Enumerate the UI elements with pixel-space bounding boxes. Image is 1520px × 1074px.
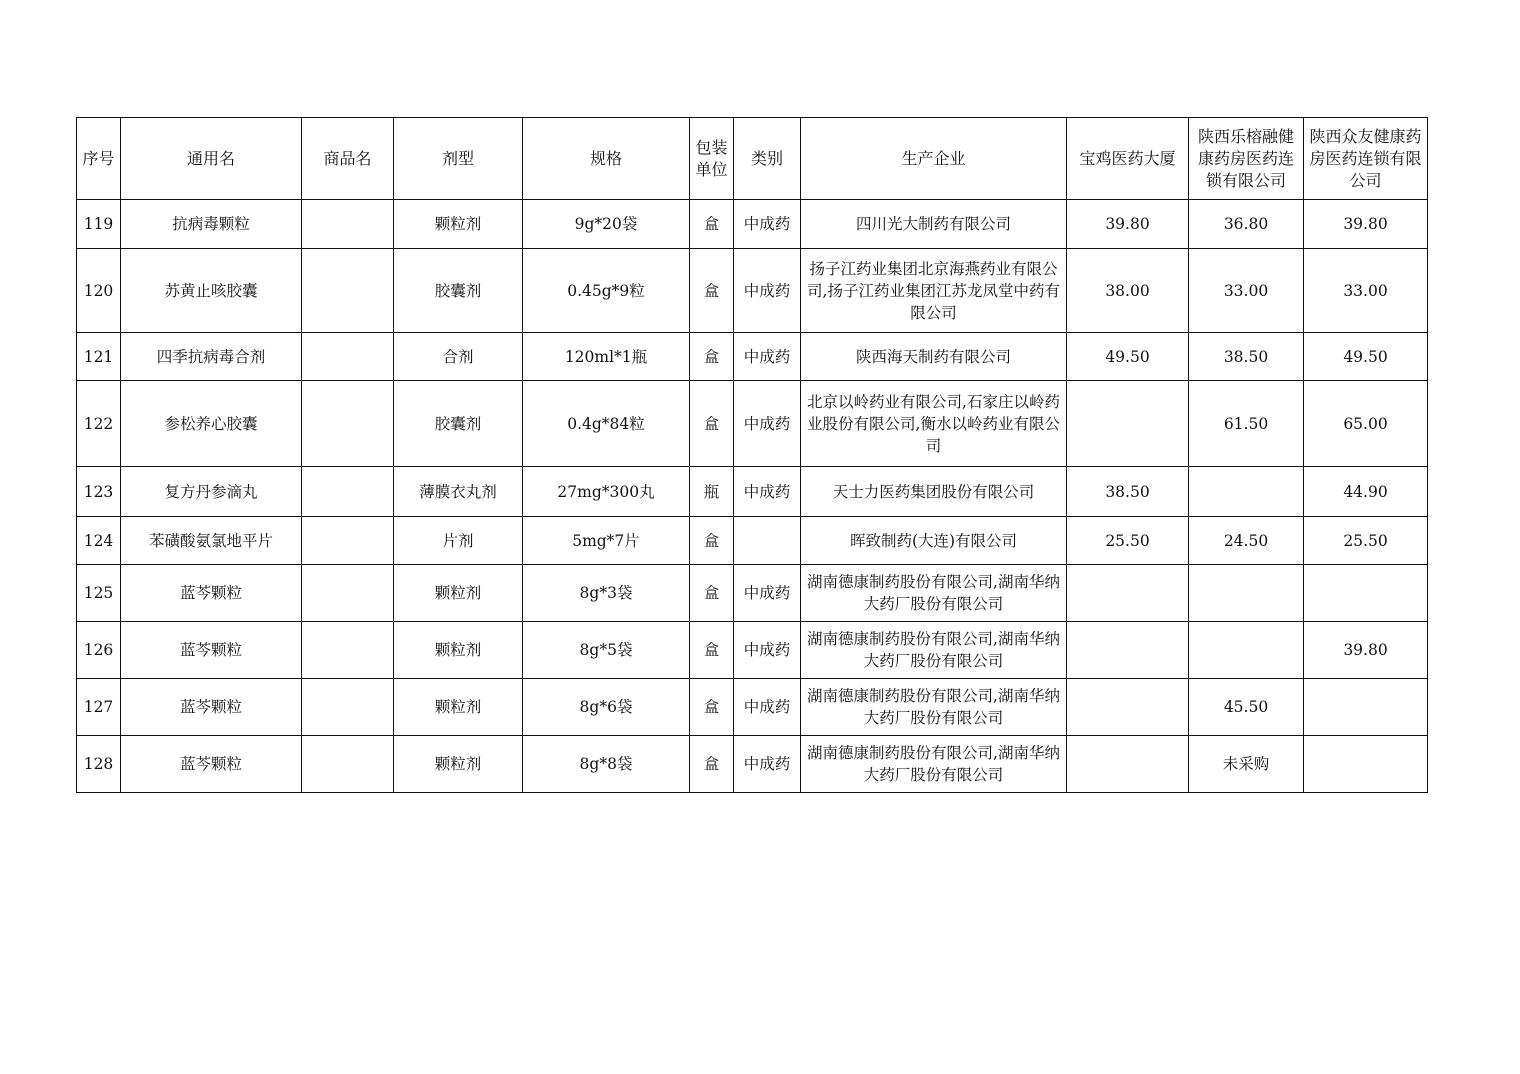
cell-dosage-form: 薄膜衣丸剂 [394, 467, 523, 517]
cell-category: 中成药 [734, 200, 801, 249]
header-pack-unit-label: 包装单位 [695, 137, 728, 179]
cell-spec: 0.4g*84粒 [523, 381, 690, 467]
cell-price-zhongyou [1304, 679, 1428, 736]
cell-generic-name: 抗病毒颗粒 [121, 200, 302, 249]
cell-manufacturer: 湖南德康制药股份有限公司,湖南华纳大药厂股份有限公司 [801, 622, 1067, 679]
cell-price-zhongyou [1304, 736, 1428, 793]
cell-pack-unit: 盒 [690, 565, 734, 622]
cell-manufacturer: 晖致制药(大连)有限公司 [801, 517, 1067, 565]
cell-brand-name [302, 517, 394, 565]
cell-price-zhongyou: 33.00 [1304, 249, 1428, 333]
cell-seq: 121 [77, 333, 121, 381]
cell-dosage-form: 合剂 [394, 333, 523, 381]
cell-price-lerongrong [1189, 467, 1304, 517]
header-store-lerongrong-label: 陕西乐榕融健康药房医药连锁有限公司 [1197, 126, 1294, 190]
cell-seq: 127 [77, 679, 121, 736]
header-category: 类别 [734, 118, 801, 200]
cell-dosage-form: 胶囊剂 [394, 249, 523, 333]
cell-price-lerongrong: 未采购 [1189, 736, 1304, 793]
cell-brand-name [302, 249, 394, 333]
header-row [77, 118, 1428, 200]
cell-price-lerongrong: 36.80 [1189, 200, 1304, 249]
cell-price-baoji: 38.00 [1067, 249, 1189, 333]
cell-brand-name [302, 200, 394, 249]
price-comparison-table [76, 117, 1428, 793]
cell-manufacturer: 北京以岭药业有限公司,石家庄以岭药业股份有限公司,衡水以岭药业有限公司 [801, 381, 1067, 467]
cell-category: 中成药 [734, 679, 801, 736]
cell-pack-unit: 盒 [690, 622, 734, 679]
cell-spec: 8g*5袋 [523, 622, 690, 679]
cell-generic-name: 蓝芩颗粒 [121, 622, 302, 679]
cell-generic-name: 苏黄止咳胶囊 [121, 249, 302, 333]
cell-brand-name [302, 679, 394, 736]
table-row [77, 333, 1428, 381]
header-store-lerongrong [1189, 118, 1304, 200]
cell-spec: 120ml*1瓶 [523, 333, 690, 381]
cell-category: 中成药 [734, 565, 801, 622]
cell-brand-name [302, 736, 394, 793]
cell-price-zhongyou: 39.80 [1304, 200, 1428, 249]
cell-generic-name: 蓝芩颗粒 [121, 565, 302, 622]
cell-category: 中成药 [734, 381, 801, 467]
cell-price-lerongrong: 61.50 [1189, 381, 1304, 467]
cell-dosage-form: 颗粒剂 [394, 565, 523, 622]
cell-pack-unit: 盒 [690, 517, 734, 565]
cell-pack-unit: 盒 [690, 200, 734, 249]
header-manufacturer: 生产企业 [801, 118, 1067, 200]
cell-price-baoji: 38.50 [1067, 467, 1189, 517]
cell-price-baoji: 49.50 [1067, 333, 1189, 381]
cell-spec: 8g*6袋 [523, 679, 690, 736]
cell-spec: 5mg*7片 [523, 517, 690, 565]
cell-price-baoji: 25.50 [1067, 517, 1189, 565]
cell-category: 中成药 [734, 249, 801, 333]
cell-seq: 124 [77, 517, 121, 565]
cell-manufacturer: 湖南德康制药股份有限公司,湖南华纳大药厂股份有限公司 [801, 736, 1067, 793]
table-row [77, 622, 1428, 679]
cell-seq: 122 [77, 381, 121, 467]
cell-price-baoji [1067, 679, 1189, 736]
cell-generic-name: 参松养心胶囊 [121, 381, 302, 467]
cell-category: 中成药 [734, 622, 801, 679]
cell-seq: 123 [77, 467, 121, 517]
cell-category [734, 517, 801, 565]
table-row [77, 517, 1428, 565]
cell-seq: 126 [77, 622, 121, 679]
cell-spec: 9g*20袋 [523, 200, 690, 249]
cell-seq: 120 [77, 249, 121, 333]
cell-generic-name: 苯磺酸氨氯地平片 [121, 517, 302, 565]
header-brand-name: 商品名 [302, 118, 394, 200]
cell-category: 中成药 [734, 736, 801, 793]
cell-dosage-form: 颗粒剂 [394, 622, 523, 679]
cell-price-zhongyou: 44.90 [1304, 467, 1428, 517]
cell-price-zhongyou: 25.50 [1304, 517, 1428, 565]
cell-pack-unit: 盒 [690, 381, 734, 467]
cell-generic-name: 四季抗病毒合剂 [121, 333, 302, 381]
cell-dosage-form: 片剂 [394, 517, 523, 565]
cell-seq: 128 [77, 736, 121, 793]
header-store-baoji: 宝鸡医药大厦 [1067, 118, 1189, 200]
cell-category: 中成药 [734, 467, 801, 517]
cell-price-zhongyou: 49.50 [1304, 333, 1428, 381]
cell-price-lerongrong: 38.50 [1189, 333, 1304, 381]
table-row [77, 249, 1428, 333]
cell-price-lerongrong [1189, 622, 1304, 679]
cell-generic-name: 复方丹参滴丸 [121, 467, 302, 517]
header-pack-unit [690, 118, 734, 200]
cell-pack-unit: 盒 [690, 249, 734, 333]
cell-brand-name [302, 622, 394, 679]
cell-generic-name: 蓝芩颗粒 [121, 679, 302, 736]
cell-price-lerongrong: 24.50 [1189, 517, 1304, 565]
cell-price-baoji [1067, 381, 1189, 467]
cell-seq: 119 [77, 200, 121, 249]
table-row [77, 736, 1428, 793]
table-row [77, 565, 1428, 622]
cell-spec: 27mg*300丸 [523, 467, 690, 517]
cell-price-lerongrong: 33.00 [1189, 249, 1304, 333]
header-dosage-form: 剂型 [394, 118, 523, 200]
cell-price-lerongrong: 45.50 [1189, 679, 1304, 736]
cell-manufacturer: 天士力医药集团股份有限公司 [801, 467, 1067, 517]
cell-category: 中成药 [734, 333, 801, 381]
header-seq: 序号 [77, 118, 121, 200]
cell-pack-unit: 盒 [690, 333, 734, 381]
table-row [77, 381, 1428, 467]
cell-price-zhongyou: 65.00 [1304, 381, 1428, 467]
table-row [77, 200, 1428, 249]
cell-pack-unit: 盒 [690, 679, 734, 736]
header-spec: 规格 [523, 118, 690, 200]
cell-brand-name [302, 467, 394, 517]
cell-dosage-form: 胶囊剂 [394, 381, 523, 467]
cell-pack-unit: 瓶 [690, 467, 734, 517]
cell-dosage-form: 颗粒剂 [394, 200, 523, 249]
header-store-zhongyou [1304, 118, 1428, 200]
header-store-zhongyou-label: 陕西众友健康药房医药连锁有限公司 [1309, 126, 1422, 190]
cell-dosage-form: 颗粒剂 [394, 736, 523, 793]
cell-generic-name: 蓝芩颗粒 [121, 736, 302, 793]
cell-price-baoji [1067, 565, 1189, 622]
cell-pack-unit: 盒 [690, 736, 734, 793]
cell-brand-name [302, 381, 394, 467]
cell-brand-name [302, 333, 394, 381]
cell-spec: 8g*3袋 [523, 565, 690, 622]
cell-manufacturer: 陕西海天制药有限公司 [801, 333, 1067, 381]
cell-spec: 0.45g*9粒 [523, 249, 690, 333]
cell-brand-name [302, 565, 394, 622]
cell-spec: 8g*8袋 [523, 736, 690, 793]
cell-manufacturer: 湖南德康制药股份有限公司,湖南华纳大药厂股份有限公司 [801, 679, 1067, 736]
cell-price-zhongyou [1304, 565, 1428, 622]
cell-manufacturer: 四川光大制药有限公司 [801, 200, 1067, 249]
header-generic-name: 通用名 [121, 118, 302, 200]
cell-price-zhongyou: 39.80 [1304, 622, 1428, 679]
cell-price-baoji [1067, 622, 1189, 679]
table-row [77, 467, 1428, 517]
cell-price-baoji [1067, 736, 1189, 793]
cell-price-lerongrong [1189, 565, 1304, 622]
cell-manufacturer: 湖南德康制药股份有限公司,湖南华纳大药厂股份有限公司 [801, 565, 1067, 622]
table-row [77, 679, 1428, 736]
cell-manufacturer: 扬子江药业集团北京海燕药业有限公司,扬子江药业集团江苏龙凤堂中药有限公司 [801, 249, 1067, 333]
cell-seq: 125 [77, 565, 121, 622]
cell-price-baoji: 39.80 [1067, 200, 1189, 249]
cell-dosage-form: 颗粒剂 [394, 679, 523, 736]
